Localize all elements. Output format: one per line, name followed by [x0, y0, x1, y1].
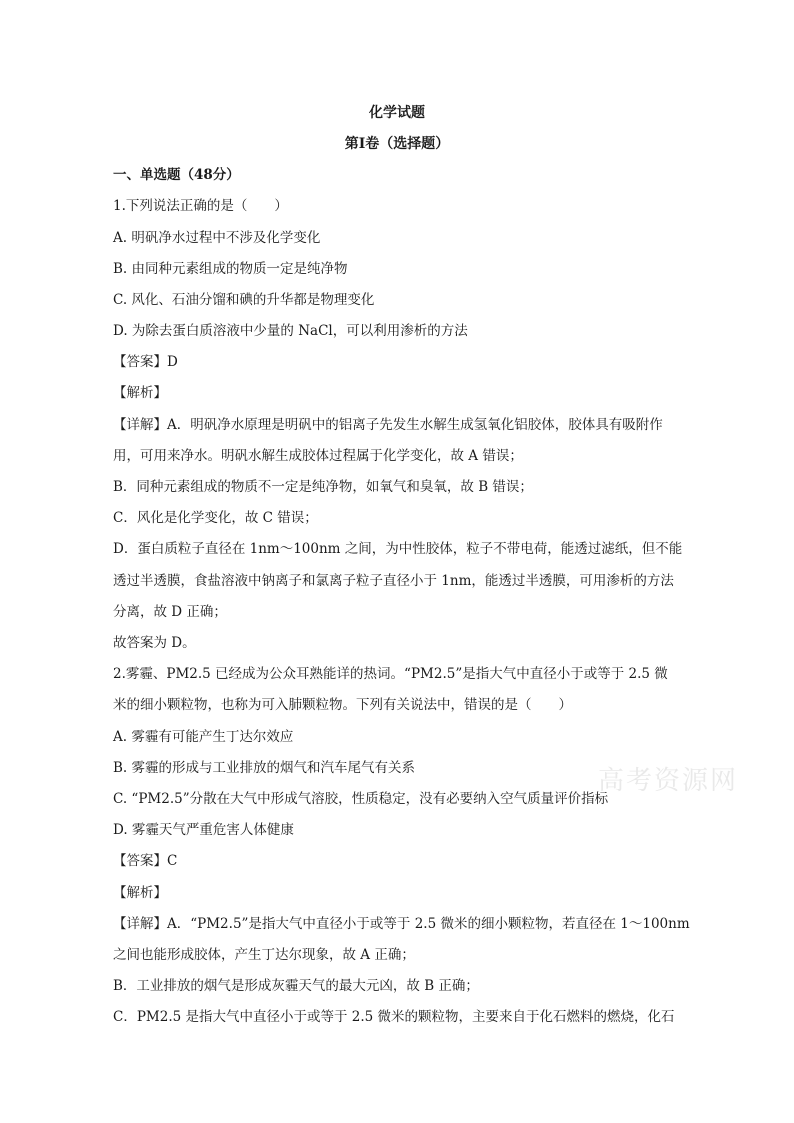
q2-stem-line: 2.雾霾、PM2.5 已经成为公众耳熟能详的热词。“PM2.5”是指大气中直径小于或等于 2.5 微	[113, 666, 668, 682]
q1-option-d: D. 为除去蛋白质溶液中少量的 NaCl，可以利用渗析的方法	[113, 323, 468, 339]
document-title: 化学试题	[369, 105, 425, 121]
q2-option-a: A. 雾霾有可能产生丁达尔效应	[113, 729, 294, 745]
section-subtitle: 第I卷（选择题）	[344, 136, 450, 152]
q1-detail-line: 分离，故 D 正确；	[113, 604, 227, 620]
q2-stem-line: 米的细小颗粒物，也称为可入肺颗粒物。下列有关说法中，错误的是（ ）	[113, 697, 572, 713]
q2-detail-line: 之间也能形成胶体，产生丁达尔现象，故 A 正确；	[113, 947, 415, 963]
q1-detail-line: 用，可用来净水。明矾水解生成胶体过程属于化学变化，故 A 错误；	[113, 448, 523, 464]
q1-option-c: C. 风化、石油分馏和碘的升华都是物理变化	[113, 292, 375, 308]
q1-option-b: B. 由同种元素组成的物质一定是纯净物	[113, 261, 348, 277]
q1-analysis-label: 【解析】	[113, 385, 167, 401]
q1-detail-line: C．风化是化学变化，故 C 错误；	[113, 510, 318, 526]
q2-option-b: B. 雾霾的形成与工业排放的烟气和汽车尾气有关系	[113, 760, 416, 776]
q1-detail-line: 透过半透膜，食盐溶液中钠离子和氯离子粒子直径小于 1nm，能透过半透膜，可用渗析的方法	[113, 573, 674, 589]
q1-detail-line: B．同种元素组成的物质不一定是纯净物，如氧气和臭氧，故 B 错误；	[113, 479, 533, 495]
q2-detail-line: B．工业排放的烟气是形成灰霾天气的最大元凶，故 B 正确；	[113, 978, 479, 994]
q1-answer: 【答案】D	[113, 354, 178, 370]
q1-detail-line: D．蛋白质粒子直径在 1nm～100nm 之间，为中性胶体，粒子不带电荷，能透过滤纸，但不能	[113, 541, 683, 557]
section-heading: 一、单选题（48分）	[113, 167, 240, 183]
q2-detail-line: C．PM2.5 是指大气中直径小于或等于 2.5 微米的颗粒物，主要来自于化石燃料的燃烧，化石	[113, 1009, 675, 1025]
q1-detail-line: 故答案为 D。	[113, 635, 196, 651]
q2-answer: 【答案】C	[113, 853, 178, 869]
q2-option-c: C. “PM2.5”分散在大气中形成气溶胶，性质稳定，没有必要纳入空气质量评价指标	[113, 791, 609, 807]
q1-option-a: A. 明矾净水过程中不涉及化学变化	[113, 230, 321, 246]
q1-detail-line: 【详解】A．明矾净水原理是明矾中的铝离子先发生水解生成氢氧化铝胶体，胶体具有吸附作	[113, 417, 663, 433]
q2-analysis-label: 【解析】	[113, 885, 167, 901]
q2-detail-line: 【详解】A．“PM2.5”是指大气中直径小于或等于 2.5 微米的细小颗粒物，若直径在 1～100nm	[113, 916, 690, 932]
q2-option-d: D. 雾霾天气严重危害人体健康	[113, 822, 294, 838]
watermark: 高考资源网	[598, 766, 739, 796]
q1-stem: 1.下列说法正确的是（ ）	[113, 198, 288, 214]
